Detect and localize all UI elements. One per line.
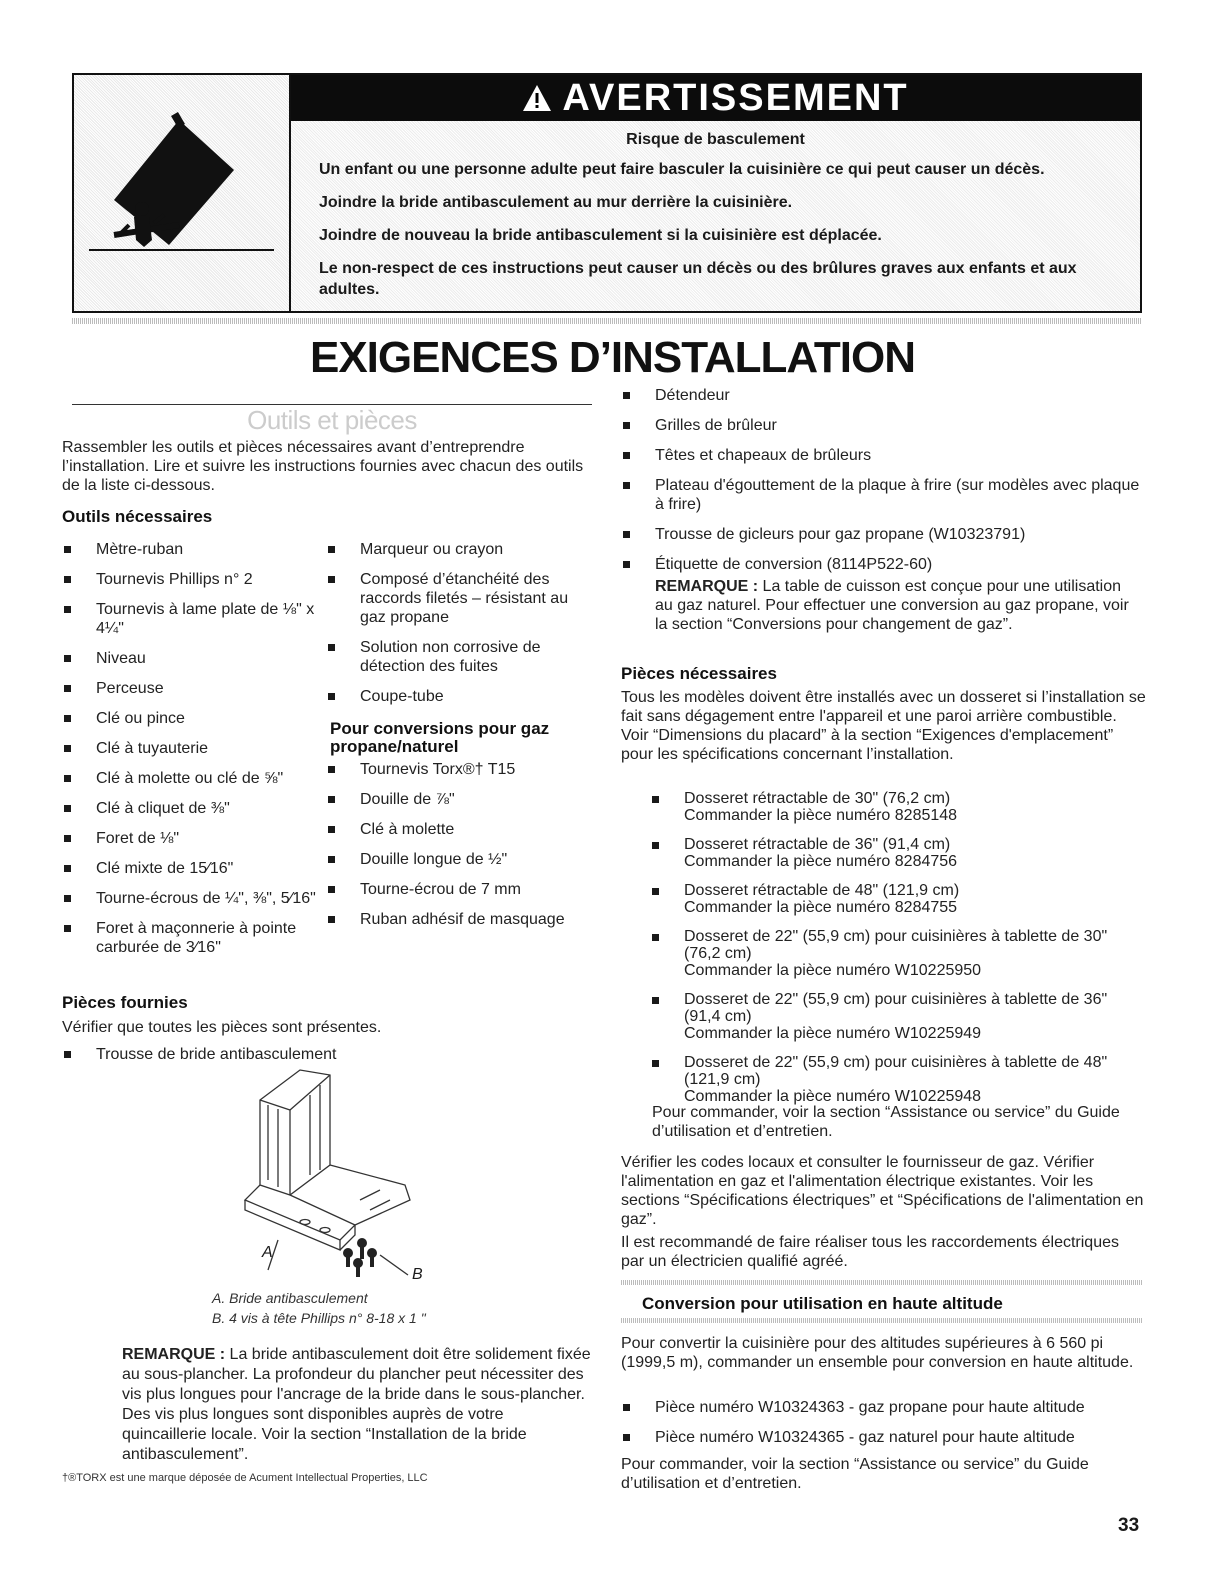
backsplash-part: Commander la pièce numéro W10225948	[684, 1088, 982, 1105]
list-item: Tournevis Phillips n° 2	[62, 570, 322, 589]
list-item: Clé mixte de 15⁄16"	[62, 859, 322, 878]
list-item: Détendeur	[621, 386, 1146, 405]
list-item: Ruban adhésif de masquage	[326, 910, 596, 929]
note-label: REMARQUE :	[122, 1346, 226, 1363]
backsplash-list	[652, 790, 1142, 1117]
list-item: Tourne-écrous de ¼", ⅜", 5⁄16"	[62, 889, 322, 908]
backsplash-desc: Dosseret rétractable de 30" (76,2 cm)	[684, 790, 951, 807]
list-item: Plateau d'égouttement de la plaque à frire (sur modèles avec plaque à frire)	[621, 476, 1146, 514]
order-paragraph: Pour commander, voir la section “Assistance ou service” du Guide d’utilisation et d’entretien.	[652, 1104, 1120, 1140]
divider	[621, 1280, 1143, 1285]
backsplash-desc: Dosseret de 22" (55,9 cm) pour cuisinières à tablette de 48" (121,9 cm)	[684, 1054, 1108, 1088]
parts-list-top	[621, 386, 1146, 585]
note-paragraph	[122, 1345, 592, 1465]
tools-list-col2	[326, 540, 596, 940]
list-item: Solution non corrosive de détection des fuites	[326, 638, 596, 676]
backsplash-desc: Dosseret rétractable de 48" (121,9 cm)	[684, 882, 960, 899]
warning-line: Joindre de nouveau la bride antibasculement si la cuisinière est déplacée.	[319, 227, 882, 244]
figure-caption-a: A. Bride antibasculement	[212, 1290, 368, 1306]
list-item: Tournevis Torx®† T15	[326, 760, 596, 779]
altitude-heading: Conversion pour utilisation en haute altitude	[642, 1294, 1003, 1313]
list-item: Étiquette de conversion (8114P522-60)	[621, 555, 1146, 574]
list-item: Clé ou pince	[62, 709, 322, 728]
list-item: Niveau	[62, 649, 322, 668]
tip-over-icon	[74, 75, 289, 311]
tip-over-illustration	[74, 75, 291, 311]
note-text: La table de cuisson est conçue pour une utilisation au gaz naturel. Pour effectuer une conversion au gaz propane, voir la section “Conversions pour changement de gaz”.	[655, 578, 1129, 633]
page-title: EXIGENCES D’INSTALLATION	[309, 333, 916, 382]
parts-required-intro: Tous les modèles doivent être installés avec un dosseret si l’installation se fait sans dégagement entre l'appareil et une paroi arrière combustible. Voir “Dimensions du placard” à la section “Exigences d'emplacement” pour les spécifications concernant l’installation.	[621, 689, 1146, 763]
backsplash-part: Commander la pièce numéro W10225949	[684, 1025, 982, 1042]
divider	[72, 318, 1142, 324]
list-item: Foret de ⅛"	[62, 829, 322, 848]
parts-supplied-list	[62, 1045, 562, 1064]
backsplash-desc: Dosseret rétractable de 36" (91,4 cm)	[684, 836, 951, 853]
backsplash-part: Commander la pièce numéro 8285148	[684, 807, 958, 824]
list-item: Grilles de brûleur	[621, 416, 1146, 435]
list-item: Trousse de gicleurs pour gaz propane (W10323791)	[621, 525, 1146, 544]
list-item	[652, 1054, 1142, 1105]
list-item	[652, 991, 1142, 1042]
backsplash-part: Commander la pièce numéro 8284755	[684, 899, 958, 916]
altitude-intro: Pour convertir la cuisinière pour des altitudes supérieures à 6 560 pi (1999,5 m), commander un ensemble pour conversion en haute altitude.	[621, 1335, 1134, 1371]
list-item: Coupe-tube	[326, 687, 596, 706]
figure-label-b: B	[412, 1266, 423, 1283]
altitude-order: Pour commander, voir la section “Assistance ou service” du Guide d’utilisation et d’entretien.	[621, 1456, 1089, 1492]
list-item	[652, 928, 1142, 979]
warning-header	[291, 75, 1140, 121]
verify-paragraph: Vérifier les codes locaux et consulter le fournisseur de gaz. Vérifier l'alimentation en gaz et l'alimentation électrique existantes. Voir les sections “Spécifications électriques” et “Spécifications de l'alimentation en gaz”.	[621, 1154, 1144, 1228]
list-item: Têtes et chapeaux de brûleurs	[621, 446, 1146, 465]
list-item: Foret à maçonnerie à pointe carburée de 3⁄16"	[62, 919, 322, 957]
list-item: Marqueur ou crayon	[326, 540, 596, 559]
conversion-heading: Pour conversions pour gaz propane/naturel	[330, 719, 550, 756]
list-item: Clé à cliquet de ⅜"	[62, 799, 322, 818]
warning-body	[291, 121, 1140, 311]
list-item: Tournevis à lame plate de ⅛" x 4¼"	[62, 600, 322, 638]
tools-heading: Outils nécessaires	[62, 507, 213, 526]
parts-supplied-heading: Pièces fournies	[62, 993, 188, 1012]
tools-list-col1	[62, 540, 322, 968]
list-item: Composé d’étanchéité des raccords filetés – résistant au gaz propane	[326, 570, 596, 627]
section-title: Outils et pièces	[247, 405, 417, 435]
list-item: Clé à tuyauterie	[62, 739, 322, 758]
page-number: 33	[1118, 1515, 1140, 1536]
list-item: Pièce numéro W10324363 - gaz propane pour haute altitude	[621, 1398, 1146, 1417]
parts-required-heading: Pièces nécessaires	[621, 664, 777, 683]
list-item: Douille longue de ½"	[326, 850, 596, 869]
backsplash-desc: Dosseret de 22" (55,9 cm) pour cuisinières à tablette de 30" (76,2 cm)	[684, 928, 1108, 962]
footnote: †®TORX est une marque déposée de Acument Intellectual Properties, LLC	[62, 1472, 428, 1484]
figure-label-a: A	[262, 1244, 273, 1261]
warning-box	[72, 73, 1142, 313]
intro-paragraph: Rassembler les outils et pièces nécessaires avant d’entreprendre l’installation. Lire et suivre les instructions fournies avec chacun des outils de la liste ci-dessous.	[62, 439, 584, 494]
list-item: Clé à molette ou clé de ⅝"	[62, 769, 322, 788]
divider	[621, 1318, 1143, 1323]
warning-line: Joindre la bride antibasculement au mur derrière la cuisinière.	[319, 194, 793, 211]
list-item: Pièce numéro W10324365 - gaz naturel pour haute altitude	[621, 1428, 1146, 1447]
list-item: Trousse de bride antibasculement	[62, 1045, 562, 1064]
recommend-paragraph: Il est recommandé de faire réaliser tous les raccordements électriques par un électricien qualifié agréé.	[621, 1234, 1119, 1270]
backsplash-part: Commander la pièce numéro W10225950	[684, 962, 982, 979]
list-item: Clé à molette	[326, 820, 596, 839]
warning-line: Un enfant ou une personne adulte peut faire basculer la cuisinière ce qui peut causer un décès.	[319, 161, 1045, 178]
warning-triangle-icon	[522, 77, 552, 123]
figure-caption-b: B. 4 vis à tête Phillips n° 8-18 x 1 "	[212, 1310, 426, 1326]
note-text: La bride antibasculement doit être solidement fixée au sous-plancher. La profondeur du plancher peut nécessiter des vis plus longues pour l'ancrage de la bride dans le sous-plancher. Des vis plus longues sont disponibles auprès de votre quincaillerie locale. Voir la section “Installation de la bride antibasculement”.	[122, 1346, 591, 1463]
parts-supplied-intro: Vérifier que toutes les pièces sont présentes.	[62, 1019, 382, 1036]
backsplash-part: Commander la pièce numéro 8284756	[684, 853, 958, 870]
list-item: Tourne-écrou de 7 mm	[326, 880, 596, 899]
list-item	[652, 836, 1142, 870]
list-item: Douille de ⅞"	[326, 790, 596, 809]
warning-line: Le non-respect de ces instructions peut causer un décès ou des brûlures graves aux enfants et aux adultes.	[319, 260, 1077, 298]
list-item	[652, 790, 1142, 824]
altitude-list	[621, 1398, 1146, 1458]
list-item: Perceuse	[62, 679, 322, 698]
right-note-paragraph	[655, 577, 1140, 634]
list-item: Mètre-ruban	[62, 540, 322, 559]
backsplash-desc: Dosseret de 22" (55,9 cm) pour cuisinières à tablette de 36" (91,4 cm)	[684, 991, 1108, 1025]
warning-subtitle: Risque de basculement	[626, 131, 805, 148]
warning-header-text: AVERTISSEMENT	[562, 77, 909, 119]
note-label: REMARQUE :	[655, 578, 759, 595]
list-item	[652, 882, 1142, 916]
